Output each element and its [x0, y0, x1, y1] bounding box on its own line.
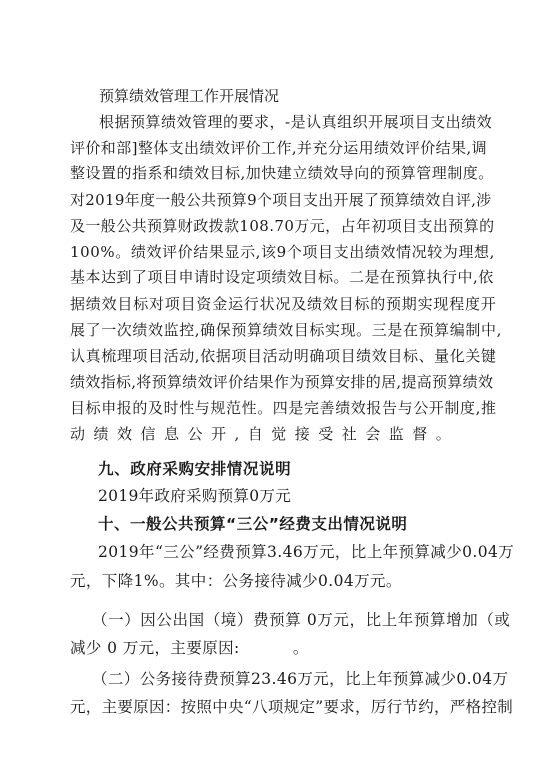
section-title: 预算绩效管理工作开展情况	[99, 87, 280, 105]
paragraph-line: 元，主要原因：按照中央“八项规定”要求，厉行节约，严格控制	[70, 698, 514, 716]
section-heading: 九、政府采购安排情况说明	[98, 460, 292, 478]
paragraph-line: （一）因公出国（境）费预算 0万元，比上年预算增加（或	[92, 611, 511, 629]
paragraph-line: 减少 0 万元，主要原因: 。	[70, 639, 309, 657]
paragraph-line: 100%。绩效评价结果显示,该9个项目支出绩效情况较为理想,	[70, 243, 495, 261]
paragraph-line: 基本达到了项目申请时设定项绩效目标。二是在预算执行中,依	[70, 268, 494, 286]
paragraph-line: 元，下降1%。其中：公务接待减少0.04万元。	[70, 572, 402, 590]
paragraph-line: 2019年政府采购预算0万元	[98, 487, 292, 505]
paragraph-line: （二）公务接待费预算23.46万元，比上年预算减少0.04万	[92, 670, 509, 688]
paragraph-line: 认真梳理项目活动,依据项目活动明确项目绩效目标、量化关键	[70, 347, 497, 365]
paragraph-line: 评价和部]整体支出绩效评价工作,并充分运用绩效评价结果,调	[70, 139, 487, 157]
paragraph-line: 对2019年度一般公共预算9个项目支出开展了预算绩效自评,涉	[70, 191, 492, 209]
paragraph-line: 2019年“三公”经费预算3.46万元，比上年预算减少0.04万	[98, 543, 515, 561]
paragraph-line: 根据预算绩效管理的要求，-是认真组织开展项目支出绩效	[99, 113, 493, 131]
paragraph-line: 展了一次绩效监控,确保预算绩效目标实现。三是在预算编制中,	[70, 321, 502, 339]
section-heading: 十、一般公共预算“三公”经费支出情况说明	[98, 515, 408, 533]
paragraph-line: 动绩效信息公开,自觉接受社会监督。	[70, 425, 460, 443]
paragraph-line: 目标申报的及时性与规范性。四是完善绩效报告与公开制度,推	[70, 399, 497, 417]
paragraph-line: 据绩效目标对项目资金运行状况及绩效目标的预期实现程度开	[70, 295, 497, 313]
paragraph-line: 及一般公共预算财政拨款108.70万元，占年初项目支出预算的	[70, 217, 495, 235]
paragraph-line: 绩效指标,将预算绩效评价结果作为预算安排的居,提高预算绩效	[70, 373, 494, 391]
paragraph-line: 整设置的指系和绩效目标,加快建立绩效导向的预算管理制度。	[70, 164, 494, 182]
